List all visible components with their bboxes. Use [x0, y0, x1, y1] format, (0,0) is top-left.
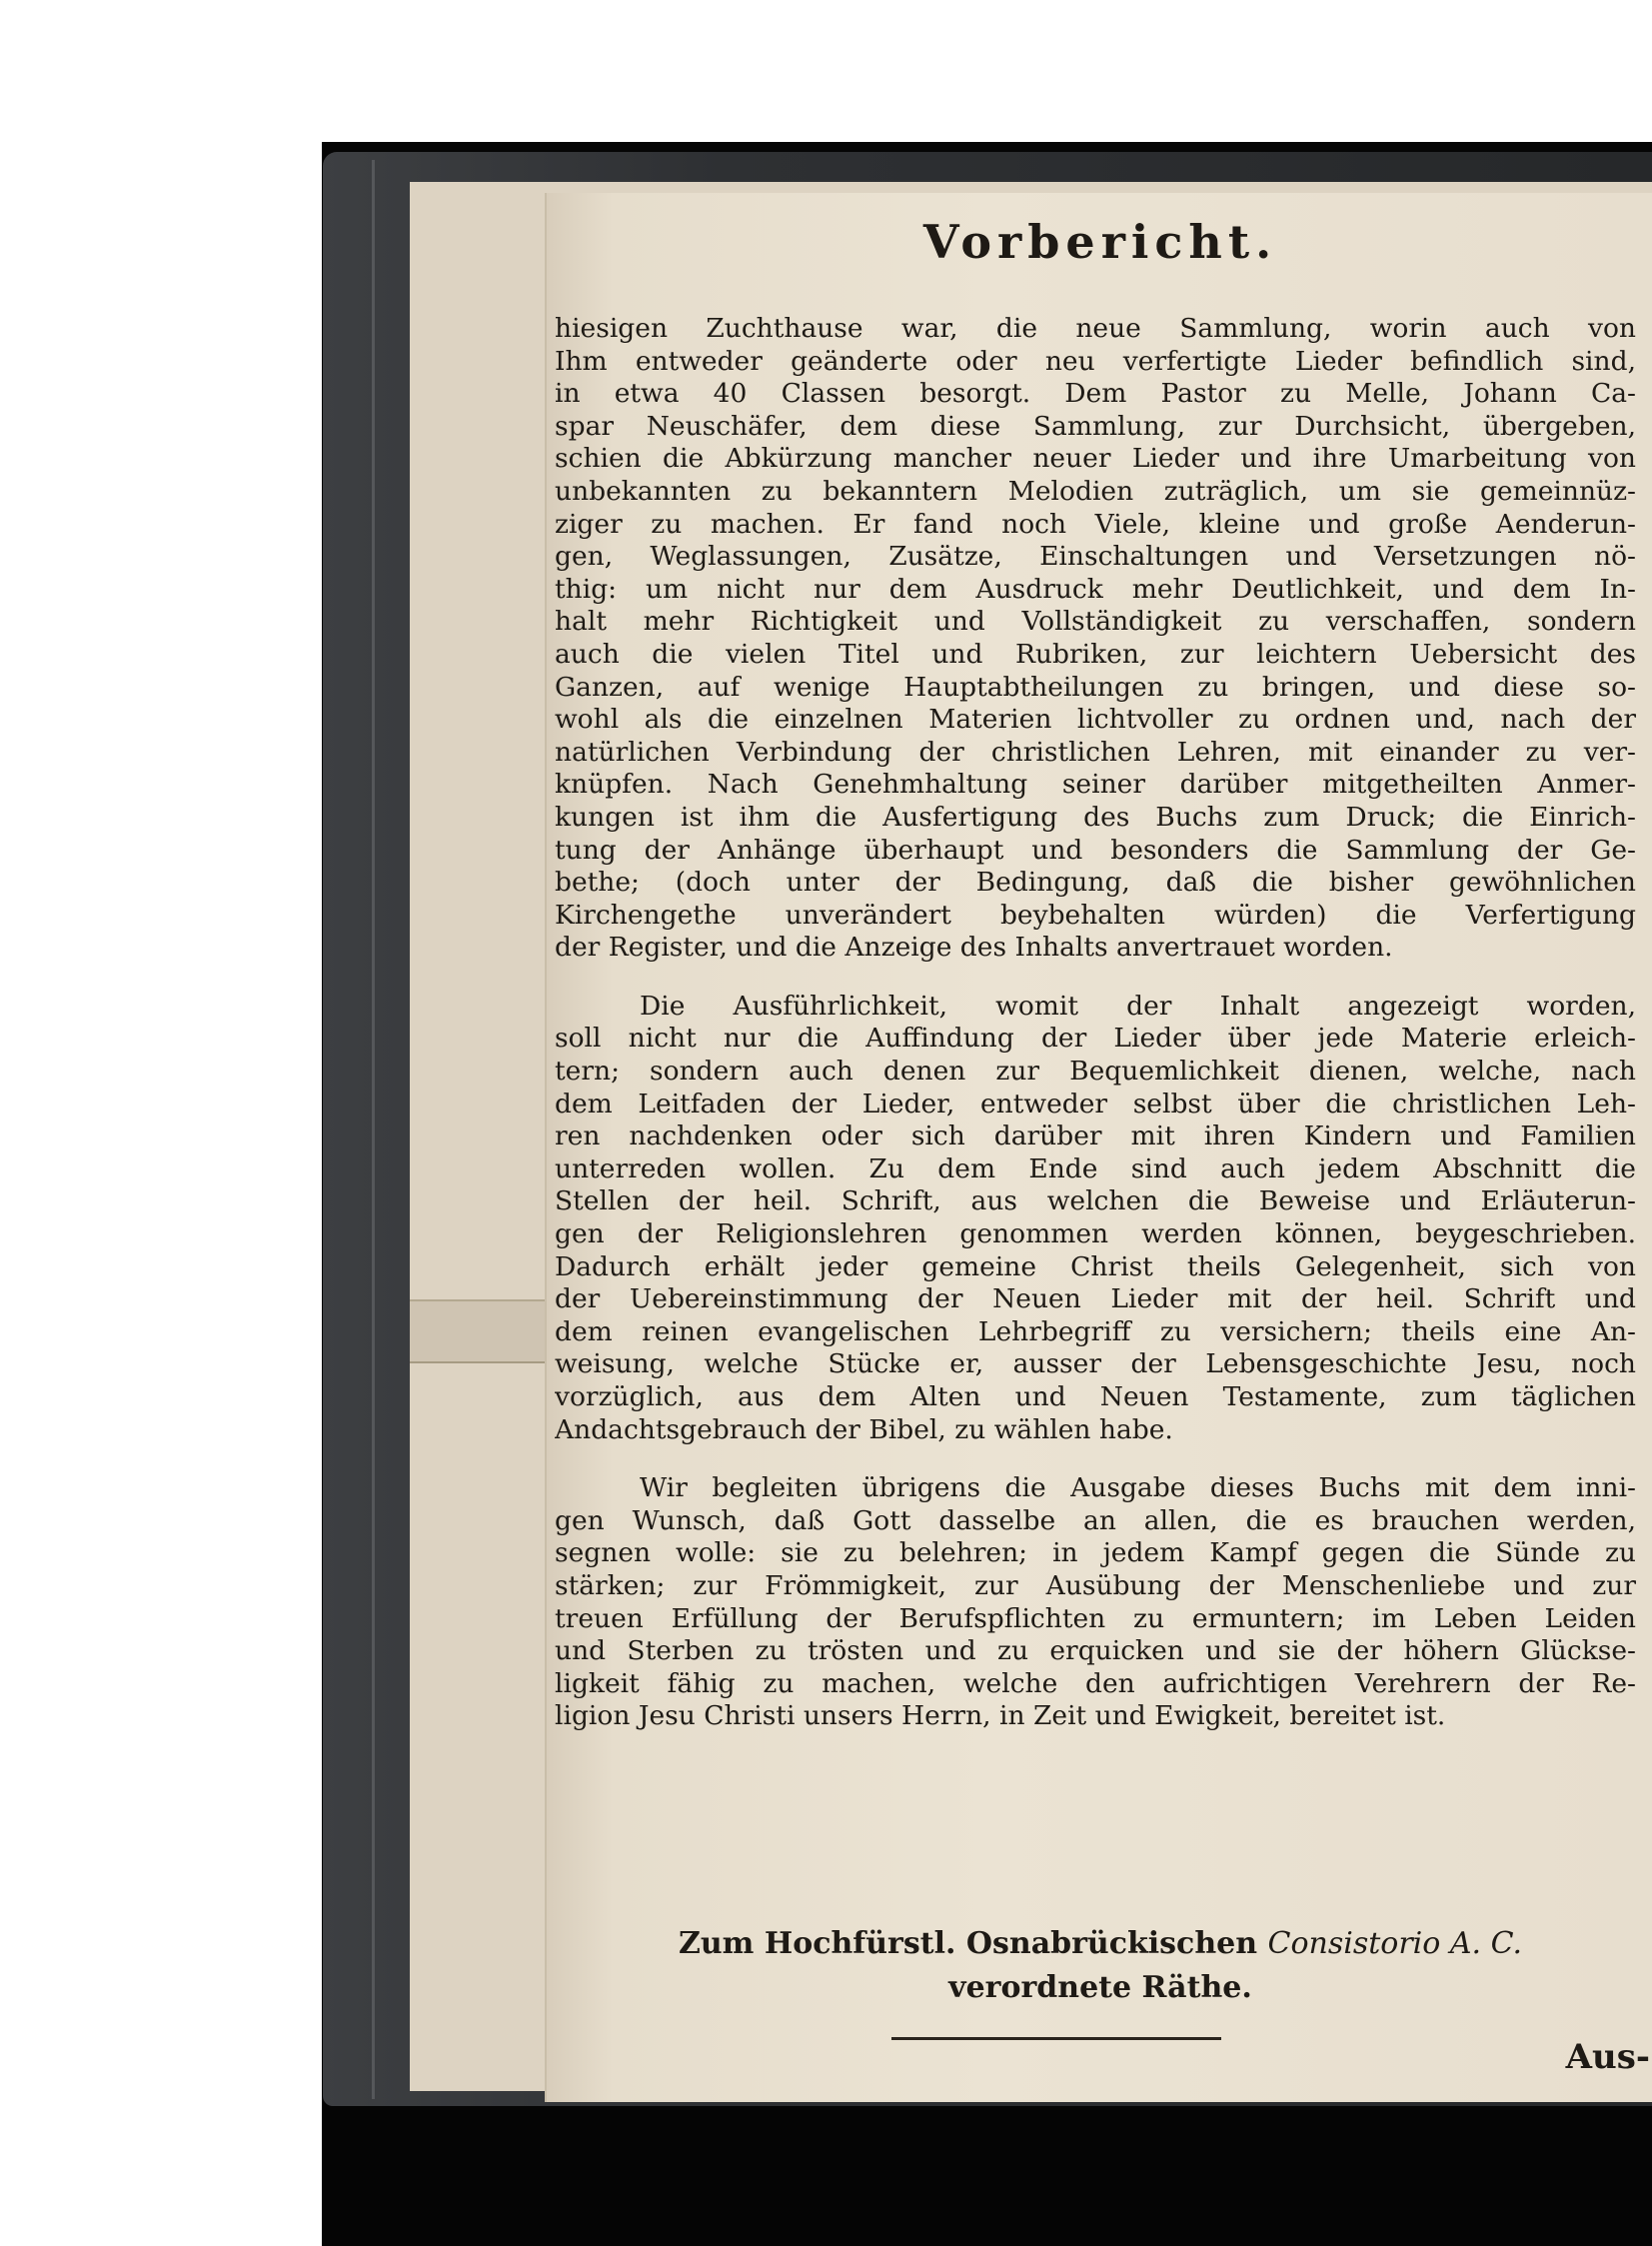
text-line: gen, Weglassungen, Zusätze, Einschaltungen und Versetzungen nö- — [555, 541, 1636, 573]
text-line: stärken; zur Frömmigkeit, zur Ausübung der Menschenliebe und zur — [555, 1569, 1636, 1601]
text-line: unbekannten zu bekanntern Melodien zuträglich, um sie gemeinnüz- — [555, 475, 1636, 507]
text-line: ren nachdenken oder sich darüber mit ihren Kindern und Familien — [555, 1121, 1636, 1152]
text-line: Stellen der heil. Schrift, aus welchen die Beweise und Erläuterun- — [555, 1185, 1636, 1217]
text-line: tern; sondern auch denen zur Bequemlichkeit dienen, welche, nach — [555, 1056, 1636, 1088]
signature-line-1-latin: Consistorio A. C. — [1267, 1926, 1523, 1961]
cover-edge — [372, 160, 375, 2099]
text-line: Ganzen, auf wenige Hauptabtheilungen zu bringen, und diese so- — [555, 671, 1636, 703]
text-line: wohl als die einzelnen Materien lichtvoller zu ordnen und, nach der — [555, 704, 1636, 736]
catchword: Aus- — [1565, 2037, 1650, 2077]
text-line: soll nicht nur die Auffindung der Lieder über jede Materie erleich- — [555, 1023, 1636, 1055]
text-line: auch die vielen Titel und Rubriken, zur leichtern Uebersicht des — [555, 638, 1636, 670]
text-line: spar Neuschäfer, dem diese Sammlung, zur Durchsicht, übergeben, — [555, 410, 1636, 442]
text-line: bethe; (doch unter der Bedingung, daß die bisher gewöhnlichen — [555, 867, 1636, 899]
text-line: dem reinen evangelischen Lehrbegriff zu versichern; theils eine An- — [555, 1315, 1636, 1347]
text-line: Dadurch erhält jeder gemeine Christ theils Gelegenheit, sich von — [555, 1250, 1636, 1282]
text-line: gen der Religionslehren genommen werden können, beygeschrieben. — [555, 1218, 1636, 1250]
signature-line-2: verordnete Räthe. — [948, 1970, 1252, 2005]
body-text — [555, 313, 1636, 1759]
folded-paper-tab — [410, 1299, 560, 1363]
text-line: Wir begleiten übrigens die Ausgabe dieses Buchs mit dem inni- — [640, 1472, 1636, 1504]
text-line: in etwa 40 Classen besorgt. Dem Pastor zu Melle, Johann Ca- — [555, 378, 1636, 410]
text-line: tung der Anhänge überhaupt und besonders die Sammlung der Ge- — [555, 834, 1636, 866]
text-line: natürlichen Verbindung der christlichen Lehren, mit einander zu ver- — [555, 736, 1636, 768]
text-line: halt mehr Richtigkeit und Vollständigkeit zu verschaffen, sondern — [555, 606, 1636, 638]
text-line: Ihm entweder geänderte oder neu verfertigte Lieder befindlich sind, — [555, 345, 1636, 377]
signature-line-1 — [547, 1922, 1652, 1966]
signature-line-1-text: Zum Hochfürstl. Osnabrückischen — [678, 1926, 1258, 1961]
text-line: gen Wunsch, daß Gott dasselbe an allen, die es brauchen werden, — [555, 1504, 1636, 1536]
paragraph — [555, 313, 1636, 965]
divider-rule — [891, 2037, 1221, 2040]
text-line: ligion Jesu Christi unsers Herrn, in Zeit und Ewigkeit, bereitet ist. — [555, 1700, 1446, 1732]
text-line: und Sterben zu trösten und zu erquicken und sie der höhern Glückse- — [555, 1635, 1636, 1667]
text-line: der Register, und die Anzeige des Inhalts anvertrauet worden. — [555, 932, 1393, 964]
signature-block — [547, 1922, 1652, 2010]
text-line: thig: um nicht nur dem Ausdruck mehr Deutlichkeit, und dem In- — [555, 573, 1636, 605]
text-line: der Uebereinstimmung der Neuen Lieder mit der heil. Schrift und — [555, 1283, 1636, 1315]
text-line: vorzüglich, aus dem Alten und Neuen Testamente, zum täglichen — [555, 1381, 1636, 1412]
text-line: Die Ausführlichkeit, womit der Inhalt angezeigt worden, — [640, 990, 1636, 1022]
text-line: dem Leitfaden der Lieder, entweder selbst über die christlichen Leh- — [555, 1088, 1636, 1120]
text-line: ziger zu machen. Er fand noch Viele, kleine und große Aenderun- — [555, 508, 1636, 540]
book-page — [545, 193, 1652, 2102]
paragraph — [555, 991, 1636, 1446]
text-line: segnen wolle: sie zu belehren; in jedem Kampf gegen die Sünde zu — [555, 1537, 1636, 1569]
text-line: Andachtsgebrauch der Bibel, zu wählen habe. — [555, 1413, 1173, 1445]
text-line: kungen ist ihm die Ausfertigung des Buchs zum Druck; die Einrich- — [555, 801, 1636, 833]
paragraph — [555, 1472, 1636, 1733]
text-line: treuen Erfüllung der Berufspflichten zu ermuntern; im Leben Leiden — [555, 1602, 1636, 1634]
text-line: unterreden wollen. Zu dem Ende sind auch jedem Abschnitt die — [555, 1152, 1636, 1184]
text-line: Kirchengethe unverändert beybehalten würden) die Verfertigung — [555, 899, 1636, 931]
text-line: schien die Abkürzung mancher neuer Lieder und ihre Umarbeitung von — [555, 443, 1636, 475]
text-line: ligkeit fähig zu machen, welche den aufrichtigen Verehrern der Re- — [555, 1667, 1636, 1699]
page-header: Vorbericht. — [922, 215, 1278, 269]
text-line: knüpfen. Nach Genehmhaltung seiner darüber mitgetheilten Anmer- — [555, 769, 1636, 801]
text-line: weisung, welche Stücke er, ausser der Lebensgeschichte Jesu, noch — [555, 1348, 1636, 1380]
text-line: hiesigen Zuchthause war, die neue Sammlung, worin auch von — [555, 313, 1636, 344]
